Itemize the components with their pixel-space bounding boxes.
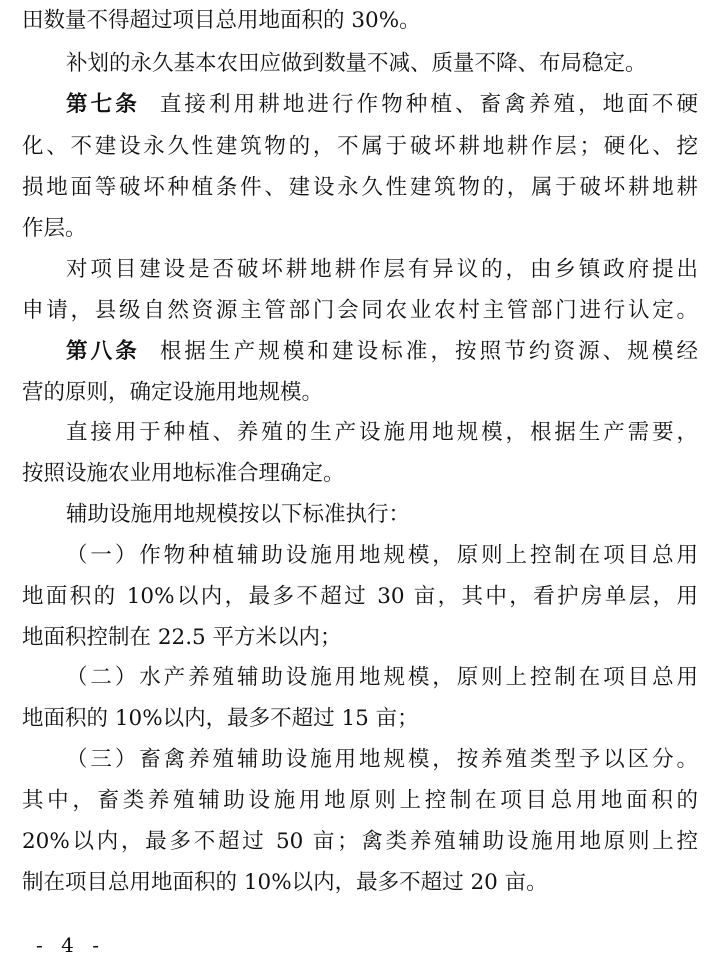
text-line-6: 作层。 [22, 216, 87, 241]
article-eight-text: 根据生产规模和建设标准，按照节约资源、规模经 [159, 339, 698, 364]
text-line-15: 地面积的 10%以内，最多不超过 30 亩，其中，看护房单层，用 [22, 584, 698, 609]
text-line-16: 地面积控制在 22.5 平方米以内； [22, 625, 342, 650]
text-line-1: 田数量不得超过项目总用地面积的 30%。 [22, 8, 421, 33]
text-line-12: 按照设施农业用地标准合理确定。 [22, 461, 345, 486]
page-number: - 4 - [36, 933, 105, 957]
text-line-13: 辅助设施用地规模按以下标准执行： [66, 502, 411, 527]
text-line-5: 损地面等破坏种植条件、建设永久性建筑物的，属于破坏耕地耕 [22, 175, 698, 200]
article-seven-line [66, 90, 698, 120]
text-line-11: 直接用于种植、养殖的生产设施用地规模，根据生产需要， [66, 420, 698, 445]
article-seven-text: 直接利用耕地进行作物种植、畜禽养殖，地面不硬 [159, 92, 698, 117]
text-line-17: （二）水产养殖辅助设施用地规模，原则上控制在项目总用 [66, 665, 698, 690]
article-eight-line [66, 337, 698, 367]
text-line-4: 化、不建设永久性建筑物的，不属于破坏耕地耕作层；硬化、挖 [22, 134, 698, 159]
article-seven-heading: 第七条 [66, 92, 140, 117]
text-line-2: 补划的永久基本农田应做到数量不减、质量不降、布局稳定。 [66, 51, 647, 76]
text-line-22: 制在项目总用地面积的 10%以内，最多不超过 20 亩。 [22, 870, 548, 895]
text-line-10: 营的原则，确定设施用地规模。 [22, 380, 324, 405]
text-line-8: 申请，县级自然资源主管部门会同农业农村主管部门进行认定。 [22, 298, 698, 323]
text-line-19: （三）畜禽养殖辅助设施用地规模，按养殖类型予以区分。 [66, 747, 698, 772]
text-line-18: 地面积的 10%以内，最多不超过 15 亩； [22, 706, 419, 731]
text-line-7: 对项目建设是否破坏耕地耕作层有异议的，由乡镇政府提出 [66, 257, 698, 282]
text-line-21: 20%以内，最多不超过 50 亩；禽类养殖辅助设施用地原则上控 [22, 829, 698, 854]
text-line-20: 其中，畜类养殖辅助设施用地原则上控制在项目总用地面积的 [22, 788, 698, 813]
article-eight-heading: 第八条 [66, 339, 140, 364]
text-line-14: （一）作物种植辅助设施用地规模，原则上控制在项目总用 [66, 543, 698, 568]
